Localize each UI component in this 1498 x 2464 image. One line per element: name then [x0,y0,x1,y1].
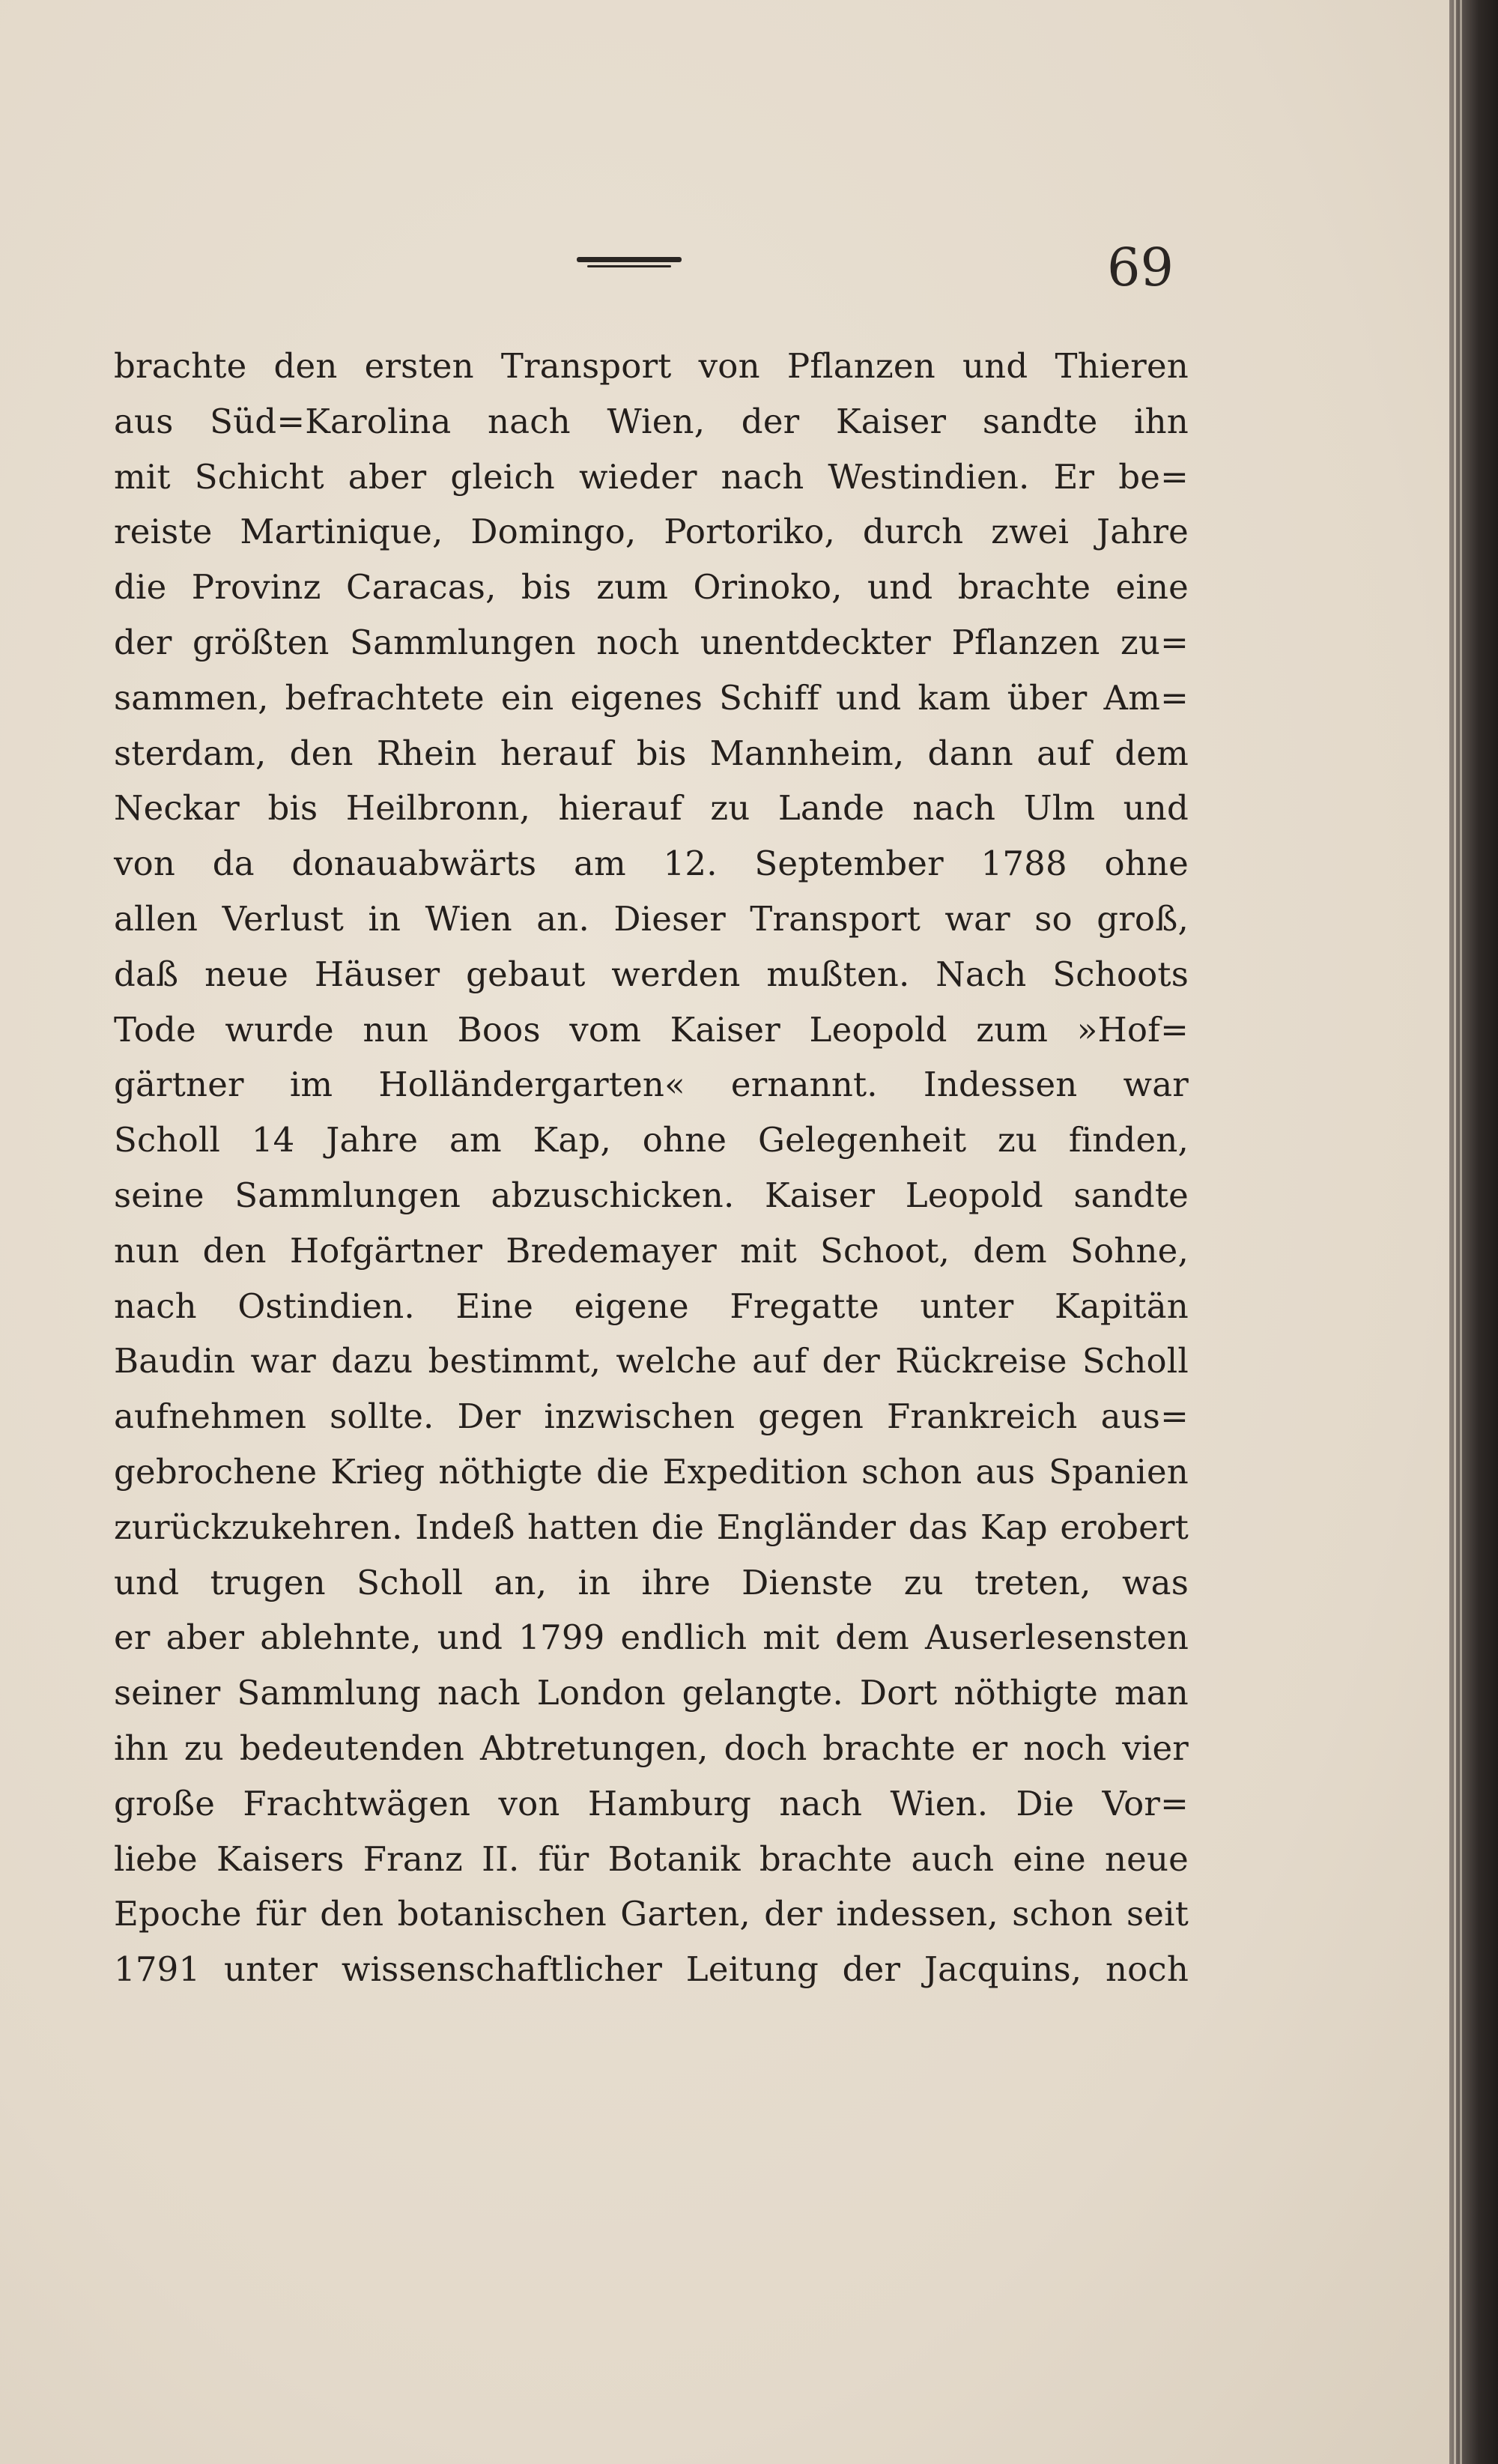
text-line: zurückzukehren. Indeß hatten die Engländer das Kap erobert [114,1507,1189,1547]
text-line: daß neue Häuser gebaut werden mußten. Nach Schoots [114,954,1189,994]
text-line: der größten Sammlungen noch unentdeckter Pflanzen zu= [114,622,1189,662]
text-line: Baudin war dazu bestimmt, welche auf der Rückreise Scholl [114,1341,1189,1381]
text-line: sammen, befrachtete ein eigenes Schiff und kam über Am= [114,677,1189,718]
text-line: allen Verlust in Wien an. Dieser Transport war so groß, [114,898,1189,939]
text-line: gebrochene Krieg nöthigte die Expedition schon aus Spanien [114,1451,1189,1492]
text-line: Epoche für den botanischen Garten, der indessen, schon seit [114,1894,1189,1934]
text-line: große Frachtwägen von Hamburg nach Wien. Die Vor= [114,1783,1189,1823]
text-line: Neckar bis Heilbronn, hierauf zu Lande nach Ulm und [114,788,1189,829]
header-ornament [577,257,682,270]
text-line: gärtner im Holländergarten« ernannt. Indessen war [114,1065,1189,1105]
text-line: nun den Hofgärtner Bredemayer mit Schoot, dem Sohne, [114,1230,1189,1271]
book-spine-edge [1449,0,1498,2464]
body-text [114,339,1189,1997]
text-line: sterdam, den Rhein herauf bis Mannheim, dann auf dem [114,733,1189,773]
text-line: Tode wurde nun Boos vom Kaiser Leopold zum »Hof= [114,1009,1189,1050]
text-line: mit Schicht aber gleich wieder nach Westindien. Er be= [114,456,1189,497]
page-number: 69 [1107,237,1174,298]
text-line: seiner Sammlung nach London gelangte. Dort nöthigte man [114,1673,1189,1713]
text-line: liebe Kaisers Franz II. für Botanik brachte auch eine neue [114,1838,1189,1879]
text-line: reiste Martinique, Domingo, Portoriko, durch zwei Jahre [114,512,1189,552]
text-line: die Provinz Caracas, bis zum Orinoko, und brachte eine [114,567,1189,608]
text-line: von da donauabwärts am 12. September 1788 ohne [114,844,1189,884]
text-line: aus Süd=Karolina nach Wien, der Kaiser sandte ihn [114,401,1189,441]
text-line: seine Sammlungen abzuschicken. Kaiser Leopold sandte [114,1175,1189,1215]
text-line: brachte den ersten Transport von Pflanzen und Thieren [114,346,1189,386]
text-line: aufnehmen sollte. Der inzwischen gegen Frankreich aus= [114,1396,1189,1437]
text-line: ihn zu bedeutenden Abtretungen, doch brachte er noch vier [114,1728,1189,1768]
text-line: und trugen Scholl an, in ihre Dienste zu treten, was [114,1562,1189,1602]
text-line: nach Ostindien. Eine eigene Fregatte unter Kapitän [114,1286,1189,1326]
text-line: 1791 unter wissenschaftlicher Leitung der Jacquins, noch [114,1949,1189,1990]
text-line: er aber ablehnte, und 1799 endlich mit dem Auserlesensten [114,1617,1189,1658]
text-line: Scholl 14 Jahre am Kap, ohne Gelegenheit zu finden, [114,1120,1189,1160]
